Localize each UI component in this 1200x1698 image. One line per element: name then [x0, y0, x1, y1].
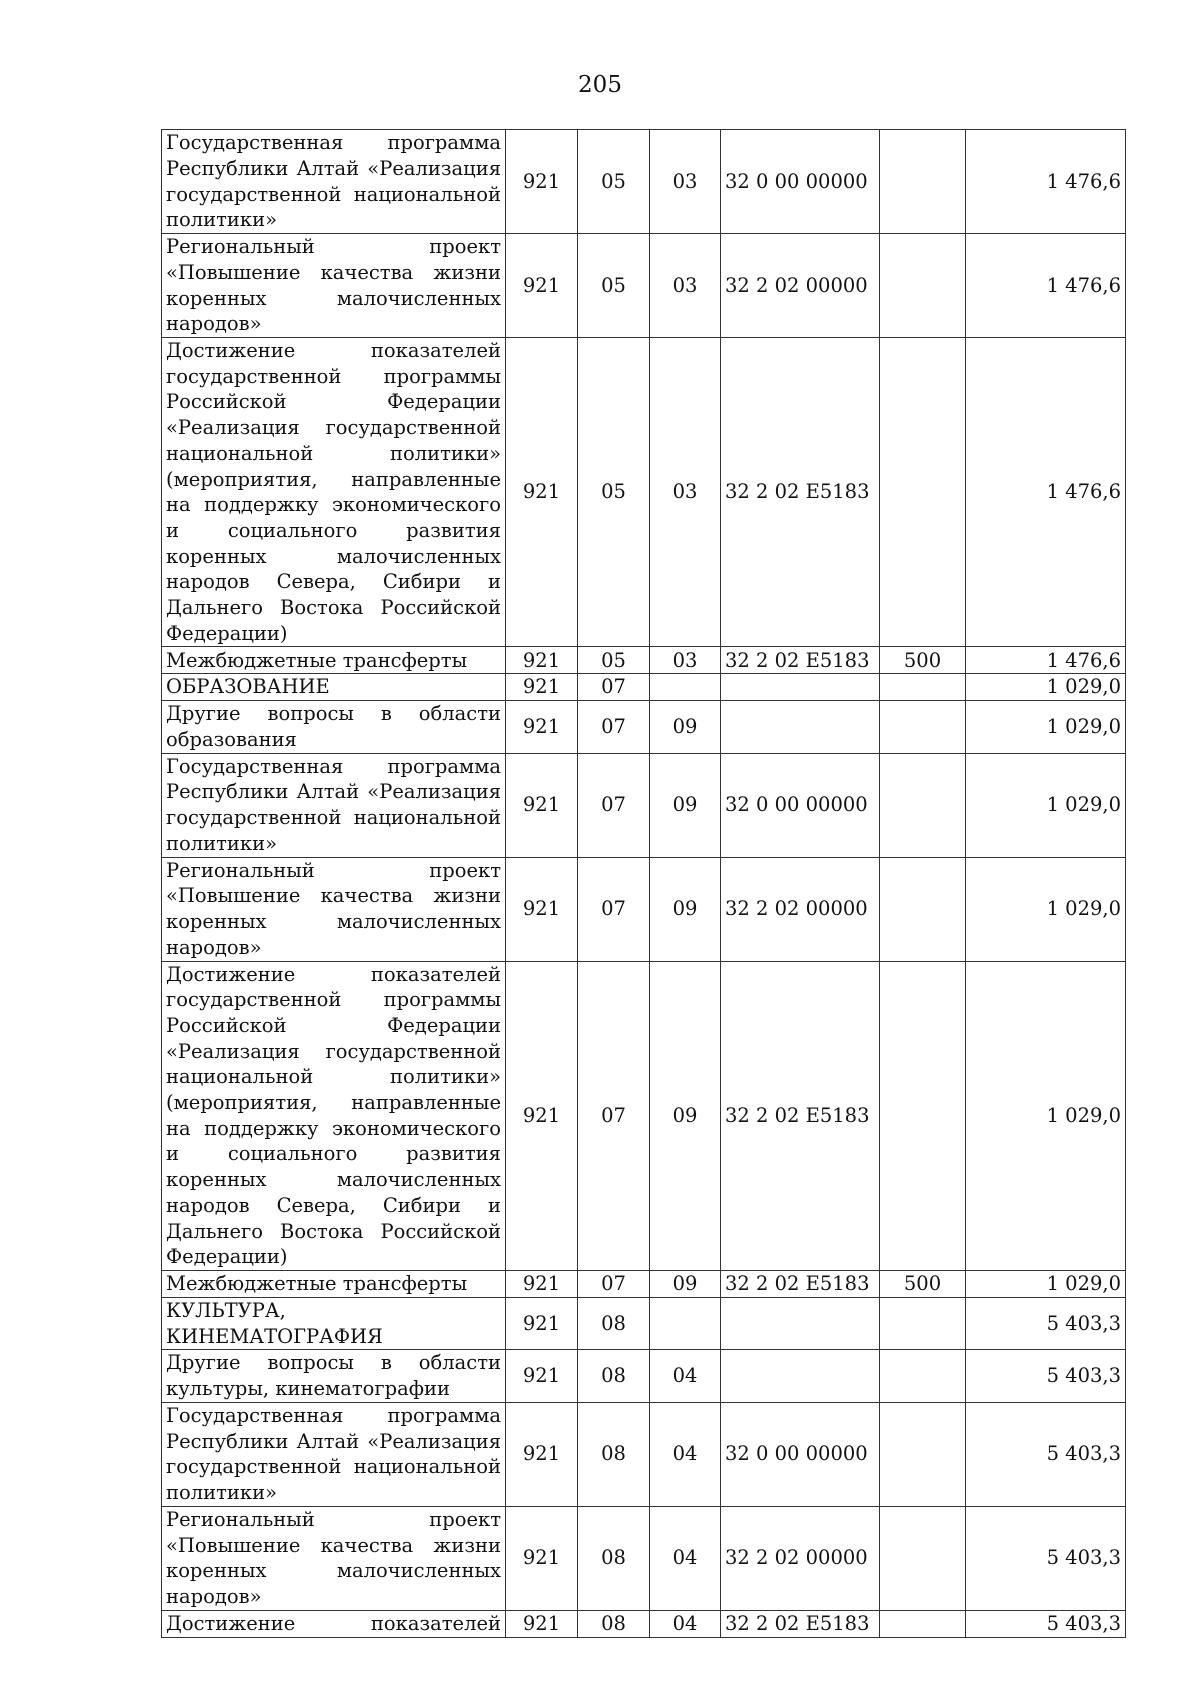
subsection-code: 04 — [650, 1402, 721, 1506]
table-row — [162, 338, 1126, 647]
section-code: 07 — [578, 1270, 650, 1297]
table-row — [162, 1506, 1126, 1610]
section-code: 08 — [578, 1402, 650, 1506]
table-row — [162, 1270, 1126, 1297]
subsection-code: 04 — [650, 1610, 721, 1637]
row-name: Достижение показателей государственной программы Российской Федерации «Реализация государственной национальной политики» (мероприятия, направленные на поддержку экономического и социального развития коренных малочисленных народов Севера, Сибири и Дальнего Востока Российской Федерации) — [162, 338, 506, 647]
subsection-code: 04 — [650, 1350, 721, 1402]
amount: 1 029,0 — [966, 857, 1126, 961]
target-code: 32 2 02 E5183 — [721, 647, 880, 674]
row-name: Региональный проект «Повышение качества жизни коренных малочисленных народов» — [162, 857, 506, 961]
subsection-code: 03 — [650, 647, 721, 674]
row-name: Государственная программа Республики Алтай «Реализация государственной национальной политики» — [162, 1402, 506, 1506]
target-code: 32 2 02 E5183 — [721, 961, 880, 1270]
table-row — [162, 130, 1126, 234]
table-row — [162, 701, 1126, 753]
admin-code: 921 — [506, 1350, 578, 1402]
table-row — [162, 753, 1126, 857]
row-name: Другие вопросы в области образования — [162, 701, 506, 753]
row-name: КУЛЬТУРА, КИНЕМАТОГРАФИЯ — [162, 1297, 506, 1349]
subsection-code: 03 — [650, 130, 721, 234]
amount: 5 403,3 — [966, 1297, 1126, 1349]
expense-code — [880, 234, 966, 338]
section-code: 07 — [578, 753, 650, 857]
section-code: 07 — [578, 701, 650, 753]
amount: 1 476,6 — [966, 647, 1126, 674]
row-name: Достижение показателей — [162, 1610, 506, 1637]
admin-code: 921 — [506, 1402, 578, 1506]
admin-code: 921 — [506, 1270, 578, 1297]
section-code: 08 — [578, 1350, 650, 1402]
expense-code — [880, 1297, 966, 1349]
amount: 1 029,0 — [966, 701, 1126, 753]
table-row — [162, 234, 1126, 338]
target-code: 32 2 02 00000 — [721, 1506, 880, 1610]
amount: 1 029,0 — [966, 674, 1126, 701]
row-name: Межбюджетные трансферты — [162, 1270, 506, 1297]
section-code: 08 — [578, 1506, 650, 1610]
section-code: 05 — [578, 234, 650, 338]
expense-code — [880, 701, 966, 753]
section-code: 08 — [578, 1297, 650, 1349]
expense-code — [880, 338, 966, 647]
target-code: 32 2 02 00000 — [721, 857, 880, 961]
table-row — [162, 961, 1126, 1270]
row-name: Региональный проект «Повышение качества жизни коренных малочисленных народов» — [162, 234, 506, 338]
section-code: 05 — [578, 338, 650, 647]
target-code — [721, 701, 880, 753]
table-row — [162, 1350, 1126, 1402]
amount: 5 403,3 — [966, 1350, 1126, 1402]
admin-code: 921 — [506, 234, 578, 338]
admin-code: 921 — [506, 857, 578, 961]
admin-code: 921 — [506, 1297, 578, 1349]
expense-code — [880, 961, 966, 1270]
amount: 5 403,3 — [966, 1402, 1126, 1506]
expense-code: 500 — [880, 647, 966, 674]
section-code: 05 — [578, 647, 650, 674]
expense-code — [880, 1402, 966, 1506]
admin-code: 921 — [506, 701, 578, 753]
target-code — [721, 1297, 880, 1349]
amount: 1 476,6 — [966, 338, 1126, 647]
subsection-code: 09 — [650, 701, 721, 753]
table-row — [162, 857, 1126, 961]
subsection-code — [650, 1297, 721, 1349]
admin-code: 921 — [506, 1610, 578, 1637]
expense-code: 500 — [880, 1270, 966, 1297]
row-name: Государственная программа Республики Алтай «Реализация государственной национальной политики» — [162, 753, 506, 857]
admin-code: 921 — [506, 130, 578, 234]
target-code: 32 0 00 00000 — [721, 1402, 880, 1506]
subsection-code: 09 — [650, 1270, 721, 1297]
expense-code — [880, 1350, 966, 1402]
target-code — [721, 674, 880, 701]
expense-code — [880, 857, 966, 961]
subsection-code: 03 — [650, 338, 721, 647]
target-code: 32 2 02 E5183 — [721, 1270, 880, 1297]
amount: 1 029,0 — [966, 753, 1126, 857]
table-row — [162, 1297, 1126, 1349]
section-code: 07 — [578, 674, 650, 701]
row-name: ОБРАЗОВАНИЕ — [162, 674, 506, 701]
target-code: 32 2 02 E5183 — [721, 1610, 880, 1637]
amount: 1 029,0 — [966, 1270, 1126, 1297]
amount: 5 403,3 — [966, 1610, 1126, 1637]
page-number: 205 — [578, 72, 622, 98]
budget-table-body — [162, 130, 1126, 1638]
amount: 1 029,0 — [966, 961, 1126, 1270]
amount: 1 476,6 — [966, 130, 1126, 234]
expense-code — [880, 130, 966, 234]
subsection-code: 09 — [650, 857, 721, 961]
section-code: 07 — [578, 961, 650, 1270]
target-code — [721, 1350, 880, 1402]
admin-code: 921 — [506, 753, 578, 857]
admin-code: 921 — [506, 338, 578, 647]
row-name: Достижение показателей государственной программы Российской Федерации «Реализация государственной национальной политики» (мероприятия, направленные на поддержку экономического и социального развития коренных малочисленных народов Севера, Сибири и Дальнего Востока Российской Федерации) — [162, 961, 506, 1270]
subsection-code: 04 — [650, 1506, 721, 1610]
target-code: 32 2 02 E5183 — [721, 338, 880, 647]
admin-code: 921 — [506, 1506, 578, 1610]
budget-table — [161, 129, 1126, 1638]
section-code: 07 — [578, 857, 650, 961]
expense-code — [880, 753, 966, 857]
amount: 5 403,3 — [966, 1506, 1126, 1610]
row-name: Межбюджетные трансферты — [162, 647, 506, 674]
row-name: Государственная программа Республики Алтай «Реализация государственной национальной политики» — [162, 130, 506, 234]
subsection-code: 09 — [650, 961, 721, 1270]
expense-code — [880, 674, 966, 701]
subsection-code: 09 — [650, 753, 721, 857]
admin-code: 921 — [506, 647, 578, 674]
table-row — [162, 1610, 1126, 1637]
section-code: 05 — [578, 130, 650, 234]
expense-code — [880, 1506, 966, 1610]
admin-code: 921 — [506, 961, 578, 1270]
expense-code — [880, 1610, 966, 1637]
table-row — [162, 647, 1126, 674]
table-row — [162, 674, 1126, 701]
subsection-code: 03 — [650, 234, 721, 338]
target-code: 32 0 00 00000 — [721, 753, 880, 857]
section-code: 08 — [578, 1610, 650, 1637]
admin-code: 921 — [506, 674, 578, 701]
row-name: Региональный проект «Повышение качества жизни коренных малочисленных народов» — [162, 1506, 506, 1610]
amount: 1 476,6 — [966, 234, 1126, 338]
target-code: 32 2 02 00000 — [721, 234, 880, 338]
target-code: 32 0 00 00000 — [721, 130, 880, 234]
row-name: Другие вопросы в области культуры, кинематографии — [162, 1350, 506, 1402]
table-row — [162, 1402, 1126, 1506]
subsection-code — [650, 674, 721, 701]
